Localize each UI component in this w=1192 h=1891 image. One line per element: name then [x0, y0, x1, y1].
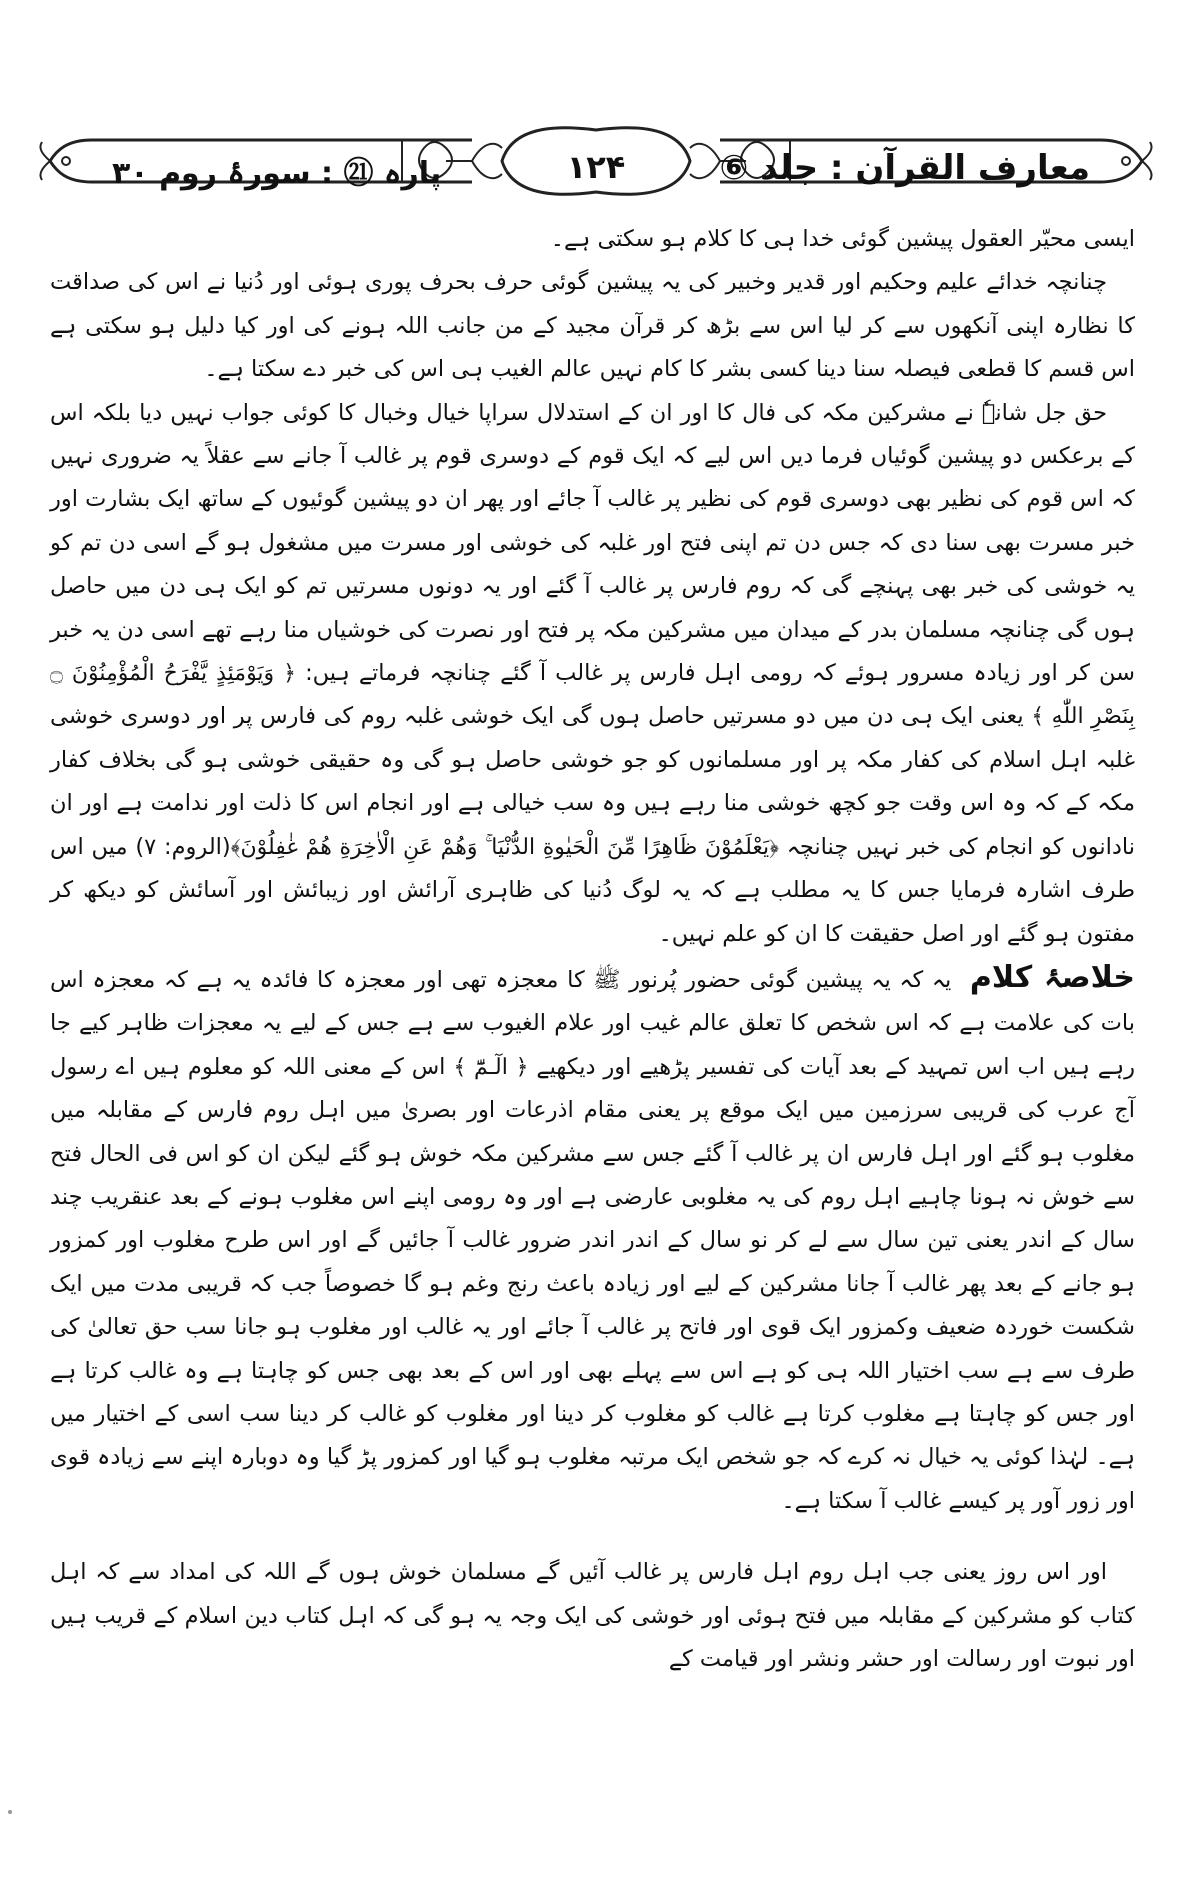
scan-mark — [8, 1810, 12, 1814]
paragraph-3-text-a: حق جل شانہٗ نے مشرکین مکہ کی فال کا اور ان کے استدلال سراپا خیال وخبال کا کوئی جواب نہیں دیا بلکہ اس کے برعکس دو پیشین گوئیاں فرما دیں اس لیے کہ ایک قوم کے دوسری قوم پر غالب آ جانے سے عقلاً یہ ضروری نہیں کہ اس قوم کی نظیر بھی دوسری قوم کی نظیر پر غالب آ جائے اور پھر ان دو پیشین گوئیوں کے ساتھ ایک بشارت اور خبر مسرت بھی سنا دی کہ جس دن تم اپنی فتح اور غلبہ کی خوشی اور مسرت میں مشغول ہو گے اسی دن تم کو یہ خوشی کی خبر بھی پہنچے گی کہ روم فارس پر غالب آ گئے اور یہ دونوں مسرتیں تم کو ایک ہی دن میں حاصل ہوں گی چنانچہ مسلمان بدر کے میدان میں مشرکین مکہ پر فتح اور نصرت کی خوشیاں منا رہے تھے اسی دن یہ خبر سن کر اور زیادہ مسرور ہوئے کہ رومی اہل فارس پر غالب آ گئے چنانچہ فرماتے ہیں: — [50, 399, 1135, 687]
paragraph-2: چنانچہ خدائے علیم وحکیم اور قدیر وخبیر کی یہ پیشین گوئی حرف بحرف پوری ہوئی اور دُنیا نے اس کی صداقت کا نظارہ اپنی آنکھوں سے کر لیا اس سے بڑھ کر قرآن مجید کے من جانب اللہ ہونے کی اور کیا دلیل ہو سکتی ہے اس قسم کا قطعی فیصلہ سنا دینا کسی بشر کا کام نہیں عالم الغیب ہی اس کی خبر دے سکتا ہے۔ — [50, 269, 1135, 383]
book-title: معارف القرآن : جلد ⑥ — [719, 148, 1090, 188]
khulasa-heading: خلاصۂ کلام — [969, 959, 1136, 995]
ayah-quote-3: ﴿ الٓـمّٓ ﴾ — [453, 1054, 529, 1080]
paragraph-3-text-c: میں اس طرف اشارہ فرمایا جس کا یہ مطلب ہے کہ یہ لوگ دُنیا کی ظاہری آرائش اور زیبائش اور آسائش کو دیکھ کر مفتون ہو گئے اور اصل حقیقت کا ان کو علم نہیں۔ — [50, 833, 1135, 947]
paragraph-4-text-b: اس کے معنی اللہ کو معلوم ہیں اے رسول آج عرب کی قریبی سرزمین میں ایک موقع پر یعنی مقام اذرعات اور بصریٰ میں اہل روم فارس کے مقابلہ میں مغلوب ہو گئے اور اہل فارس ان پر غالب آ گئے جس سے مشرکین مکہ خوش ہو گئے لیکن ان کو اس فی الحال فتح سے خوش نہ ہونا چاہیے اہل روم کی یہ مغلوبی عارضی ہے اور وہ رومی اپنے اس مغلوب ہونے کے بعد عنقریب چند سال کے اندر یعنی تین سال سے لے کر نو سال کے اندر اندر ضرور غالب آ جائیں گے اور اس طرح مغلوب اور کمزور ہو جانے کے بعد پھر غالب آ جانا مشرکین کے لیے اور زیادہ باعث رنج وغم ہو گا خصوصاً جب کہ قریبی مدت میں ایک شکست خوردہ ضعیف وکمزور ایک قوی اور فاتح پر غالب آ جائے اور یہ غالب اور مغلوب ہو جانا سب حق تعالیٰ کی طرف سے ہے سب اختیار اللہ ہی کو ہے اس سے پہلے بھی اور اس کے بعد بھی جس کو چاہتا ہے وہ غالب کرتا ہے اور جس کو چاہتا ہے مغلوب کرتا ہے غالب کو مغلوب کر دینا اور مغلوب کو غالب کر دینا سب اسی کے اختیار میں ہے۔ لہٰذا کوئی یہ خیال نہ کرے کہ جو شخص ایک مرتبہ مغلوب ہو گیا اور کمزور پڑ گیا وہ دوبارہ اپنے سے زیادہ قوی اور زور آور پر کیسے غالب آ سکتا ہے۔ — [50, 1053, 1135, 1514]
paragraph-3-text-b: یعنی ایک ہی دن میں دو مسرتیں حاصل ہوں گی ایک خوشی غلبہ روم کی فارس پر اور دوسری خوشی غلبہ اہل اسلام کی کفار مکہ پر اور مسلمانوں کو جو خوشی حاصل ہو گی وہ حقیقی خوشی ہو گی بخلاف کفار مکہ کے کہ وہ اس وقت جو کچھ خوشی منا رہے ہیں وہ سب خیالی ہے اور انجام اس کا ذلت اور ندامت ہے اور ان نادانوں کو انجام کی خبر نہیں چنانچہ — [50, 703, 1136, 860]
paragraph-4 — [50, 956, 1135, 1523]
page-number: ۱۲۴ — [566, 148, 626, 186]
page-body — [50, 218, 1135, 1681]
ayah-reference: (الروم: ۷) — [135, 833, 231, 860]
paragraph-3 — [50, 392, 1135, 956]
paragraph-1: ایسی محیّر العقول پیشین گوئی خدا ہی کا کلام ہو سکتی ہے۔ — [550, 226, 1135, 252]
ayah-quote-1: ﴿ وَيَوْمَئِذٍ يَّفْرَحُ الْمُؤْمِنُوْنَ ۝ بِنَصْرِ اللّٰهِ ﴾ — [50, 661, 1136, 730]
paragraph-5: اور اس روز یعنی جب اہل روم اہل فارس پر غالب آئیں گے مسلمان خوش ہوں گے اللہ کی امداد سے کہ اہل کتاب کو مشرکین کے مقابلہ میں فتح ہوئی اور خوشی کی ایک وجہ یہ ہو گی کہ اہل کتاب دین اسلام کے قریب ہیں اور نبوت اور رسالت اور حشر ونشر اور قیامت کے — [50, 1559, 1135, 1672]
section-label: پارہ ㉑ : سورۂ روم ۳۰ — [112, 156, 442, 191]
page-header — [32, 118, 1160, 204]
paragraph-4-text-a: یہ کہ یہ پیشین گوئی حضور پُرنور ﷺ کا معجزہ تھی اور معجزہ کا فائدہ یہ ہے کہ معجزہ اس بات کی علامت ہے کہ اس شخص کا تعلق عالم غیب اور علام الغیوب سے ہے جس کے لیے یہ معجزات ظاہر کیے جا رہے ہیں اب اس تمہید کے بعد آیات کی تفسیر پڑھیے اور دیکھیے — [50, 966, 1136, 1080]
ayah-quote-2: ﴿يَعْلَمُوْنَ ظَاهِرًا مِّنَ الْحَيٰوةِ الدُّنْيَا ۚ وَهُمْ عَنِ الْاٰخِرَةِ هُمْ غٰفِلُوْنَ﴾ — [230, 834, 779, 860]
